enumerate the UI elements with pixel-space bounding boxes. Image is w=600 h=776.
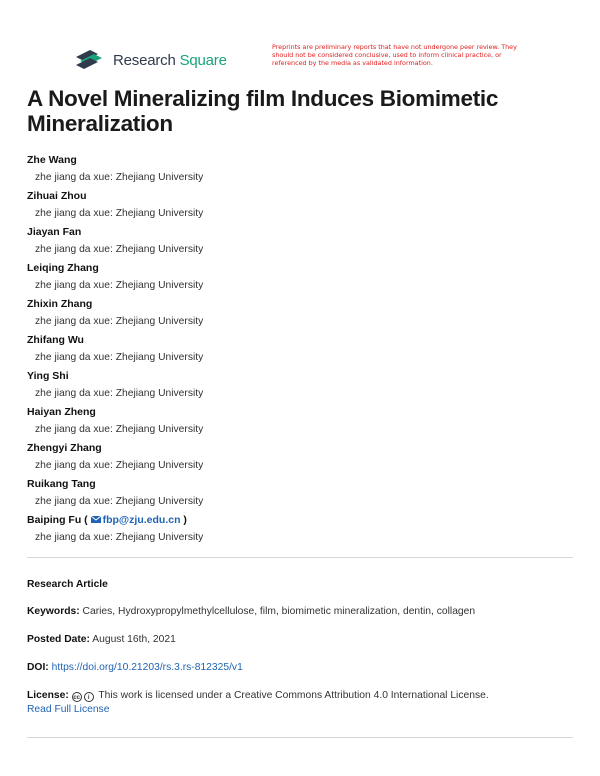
posted-date-label: Posted Date:: [27, 634, 90, 645]
author-affiliation: zhe jiang da xue: Zhejiang University: [35, 424, 204, 435]
author-name: Zhengyi Zhang: [27, 442, 102, 454]
author-name: Jiayan Fan: [27, 226, 82, 238]
author-affiliation: zhe jiang da xue: Zhejiang University: [35, 244, 204, 255]
author-list: [27, 153, 567, 549]
keywords-label: Keywords:: [27, 606, 80, 617]
author-affiliation: zhe jiang da xue: Zhejiang University: [35, 280, 204, 291]
corresponding-author-name-line: [27, 513, 567, 531]
license-row: [27, 689, 573, 717]
author-affiliation: zhe jiang da xue: Zhejiang University: [35, 316, 204, 327]
author-entry: [27, 369, 567, 405]
author-name: Zihuai Zhou: [27, 190, 87, 202]
doi-row: [27, 661, 573, 675]
open-paren: (: [84, 514, 88, 526]
author-affiliation: zhe jiang da xue: Zhejiang University: [35, 208, 204, 219]
research-square-logo-icon: [74, 49, 104, 71]
author-entry: [27, 153, 567, 189]
license-text: This work is licensed under a Creative Commons Attribution 4.0 International License.: [98, 690, 489, 701]
author-name: Baiping Fu: [27, 514, 82, 526]
author-name: Haiyan Zheng: [27, 406, 96, 418]
doi-link[interactable]: https://doi.org/10.21203/rs.3.rs-812325/v1: [51, 662, 243, 673]
license-label: License:: [27, 690, 69, 701]
read-full-license-link[interactable]: Read Full License: [27, 704, 110, 715]
author-name: Zhifang Wu: [27, 334, 84, 346]
author-affiliation: zhe jiang da xue: Zhejiang University: [35, 496, 204, 507]
author-affiliation: zhe jiang da xue: Zhejiang University: [35, 388, 204, 399]
author-name: Ying Shi: [27, 370, 69, 382]
logo-word-square: Square: [179, 51, 227, 69]
email-wrap: [84, 514, 187, 526]
keywords-row: [27, 605, 573, 619]
author-affiliation: zhe jiang da xue: Zhejiang University: [35, 172, 204, 183]
article-type: [27, 578, 573, 592]
paper-title: A Novel Mineralizing film Induces Biomimetic Mineralization: [27, 86, 499, 136]
attribution-icon: i: [84, 692, 94, 702]
divider-bottom: [27, 737, 573, 738]
logo-wordmark: [113, 52, 227, 69]
close-paren: ): [183, 514, 187, 526]
author-name: Ruikang Tang: [27, 478, 96, 490]
author-entry: [27, 189, 567, 225]
author-email-link[interactable]: [91, 514, 181, 526]
author-affiliation: zhe jiang da xue: Zhejiang University: [35, 352, 204, 363]
envelope-icon: [91, 516, 101, 523]
preprint-notice: Preprints are preliminary reports that have not undergone peer review. They should not be considered conclusive, used to inform clinical practice, or referenced by the media as validated information.: [272, 43, 517, 67]
author-entry: [27, 297, 567, 333]
author-entry: [27, 477, 567, 513]
author-email: fbp@zju.edu.cn: [102, 514, 181, 526]
cc-icon: cc: [72, 692, 82, 702]
author-entry: [27, 261, 567, 297]
logo-word-research: Research: [113, 51, 176, 69]
posted-date-row: [27, 633, 573, 647]
author-name: Leiqing Zhang: [27, 262, 99, 274]
article-type-label: Research Article: [27, 579, 108, 590]
author-entry: [27, 405, 567, 441]
divider-top: [27, 557, 573, 558]
posted-date-value: August 16th, 2021: [92, 634, 176, 645]
doi-label: DOI:: [27, 662, 49, 673]
author-entry: [27, 225, 567, 261]
keywords-value: Caries, Hydroxypropylmethylcellulose, film, biomimetic mineralization, dentin, collagen: [82, 606, 476, 617]
author-affiliation: zhe jiang da xue: Zhejiang University: [35, 532, 204, 543]
author-entry: [27, 441, 567, 477]
author-affiliation: zhe jiang da xue: Zhejiang University: [35, 460, 204, 471]
author-entry: [27, 333, 567, 369]
research-square-logo[interactable]: [74, 49, 227, 71]
author-name: Zhe Wang: [27, 154, 77, 166]
author-name: Zhixin Zhang: [27, 298, 93, 310]
corresponding-author-entry: [27, 513, 567, 549]
